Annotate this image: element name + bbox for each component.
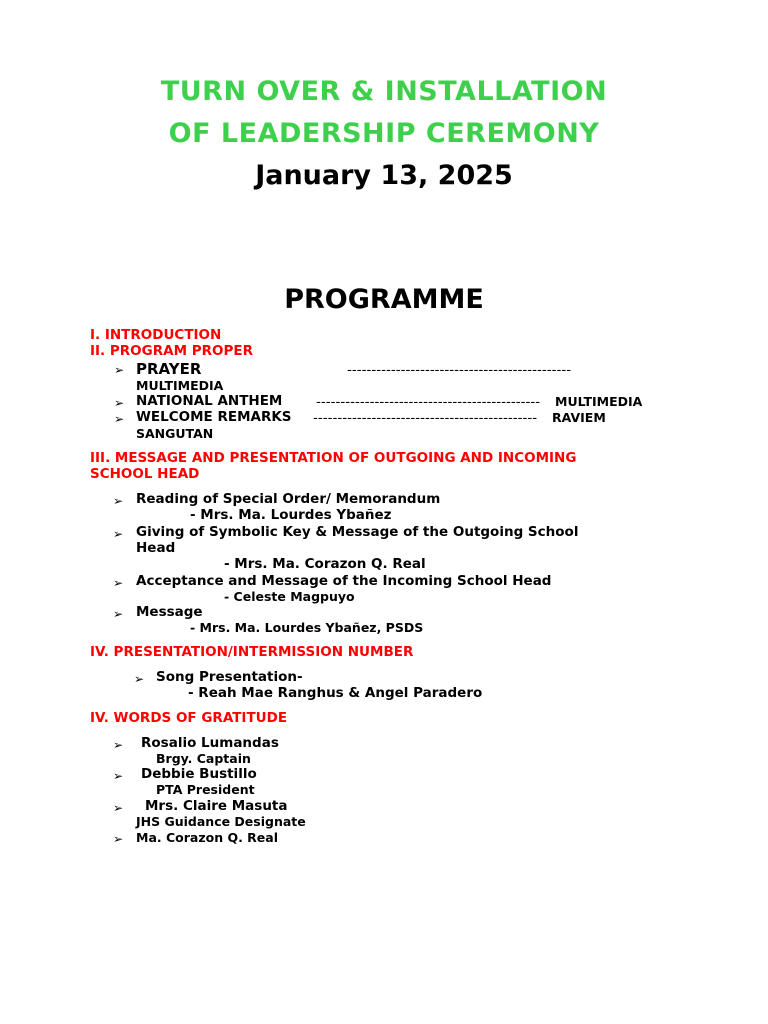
- message-item-4-by: - Mrs. Ma. Lourdes Ybañez, PSDS: [190, 620, 424, 635]
- arrowhead-bullet-icon: ➢: [113, 576, 124, 590]
- section-intermission: IV. PRESENTATION/INTERMISSION NUMBER: [90, 644, 414, 660]
- gratitude-person-1: Rosalio Lumandas: [141, 735, 279, 751]
- message-item-1: Reading of Special Order/ Memorandum: [136, 491, 441, 507]
- section-message-heading-1: III. MESSAGE AND PRESENTATION OF OUTGOING AND INCOMING: [90, 450, 577, 466]
- anthem-by: MULTIMEDIA: [555, 394, 643, 409]
- title-line-1: TURN OVER & INSTALLATION: [160, 76, 608, 107]
- welcome-by-1: RAVIEM: [552, 410, 606, 425]
- arrowhead-bullet-icon: ➢: [113, 494, 124, 508]
- welcome-dashes: ----------------------------------------------: [313, 410, 538, 426]
- event-date: January 13, 2025: [255, 160, 513, 191]
- section-program-proper: II. PROGRAM PROPER: [90, 343, 253, 359]
- message-item-2a: Giving of Symbolic Key & Message of the Outgoing School: [136, 524, 579, 540]
- welcome-item: WELCOME REMARKS: [136, 409, 292, 425]
- anthem-dashes: ----------------------------------------------: [316, 394, 541, 410]
- arrowhead-bullet-icon: ➢: [113, 738, 124, 752]
- gratitude-person-2: Debbie Bustillo: [141, 766, 257, 782]
- message-item-2b: Head: [136, 540, 176, 556]
- prayer-dashes: ----------------------------------------------: [347, 362, 572, 378]
- arrowhead-bullet-icon: ➢: [113, 769, 124, 783]
- title-line-2: OF LEADERSHIP CEREMONY: [168, 118, 600, 149]
- welcome-by-2: SANGUTAN: [136, 426, 214, 441]
- arrowhead-bullet-icon: ➢: [114, 363, 125, 377]
- prayer-item: PRAYER: [136, 360, 202, 378]
- message-item-2-by: - Mrs. Ma. Corazon Q. Real: [224, 556, 426, 572]
- message-item-4: Message: [136, 604, 203, 620]
- intermission-by: - Reah Mae Ranghus & Angel Paradero: [188, 685, 483, 701]
- intermission-item: Song Presentation-: [156, 669, 303, 685]
- arrowhead-bullet-icon: ➢: [114, 412, 125, 426]
- section-message-heading-2: SCHOOL HEAD: [90, 466, 200, 482]
- arrowhead-bullet-icon: ➢: [114, 396, 125, 410]
- message-item-3-by: - Celeste Magpuyo: [224, 589, 355, 604]
- gratitude-role-3: JHS Guidance Designate: [136, 814, 306, 829]
- message-item-1-by: - Mrs. Ma. Lourdes Ybañez: [190, 507, 392, 523]
- gratitude-role-2: PTA President: [156, 782, 255, 797]
- arrowhead-bullet-icon: ➢: [113, 801, 124, 815]
- arrowhead-bullet-icon: ➢: [113, 607, 124, 621]
- programme-heading: PROGRAMME: [284, 284, 484, 315]
- gratitude-role-1: Brgy. Captain: [156, 751, 251, 766]
- anthem-item: NATIONAL ANTHEM: [136, 393, 283, 409]
- message-item-3: Acceptance and Message of the Incoming School Head: [136, 573, 552, 589]
- gratitude-person-4: Ma. Corazon Q. Real: [136, 830, 278, 845]
- section-gratitude: IV. WORDS OF GRATITUDE: [90, 710, 288, 726]
- prayer-by: MULTIMEDIA: [136, 378, 224, 393]
- gratitude-person-3: Mrs. Claire Masuta: [145, 798, 288, 814]
- section-introduction: I. INTRODUCTION: [90, 327, 222, 343]
- arrowhead-bullet-icon: ➢: [113, 832, 124, 846]
- arrowhead-bullet-icon: ➢: [113, 527, 124, 541]
- arrowhead-bullet-icon: ➢: [134, 672, 145, 686]
